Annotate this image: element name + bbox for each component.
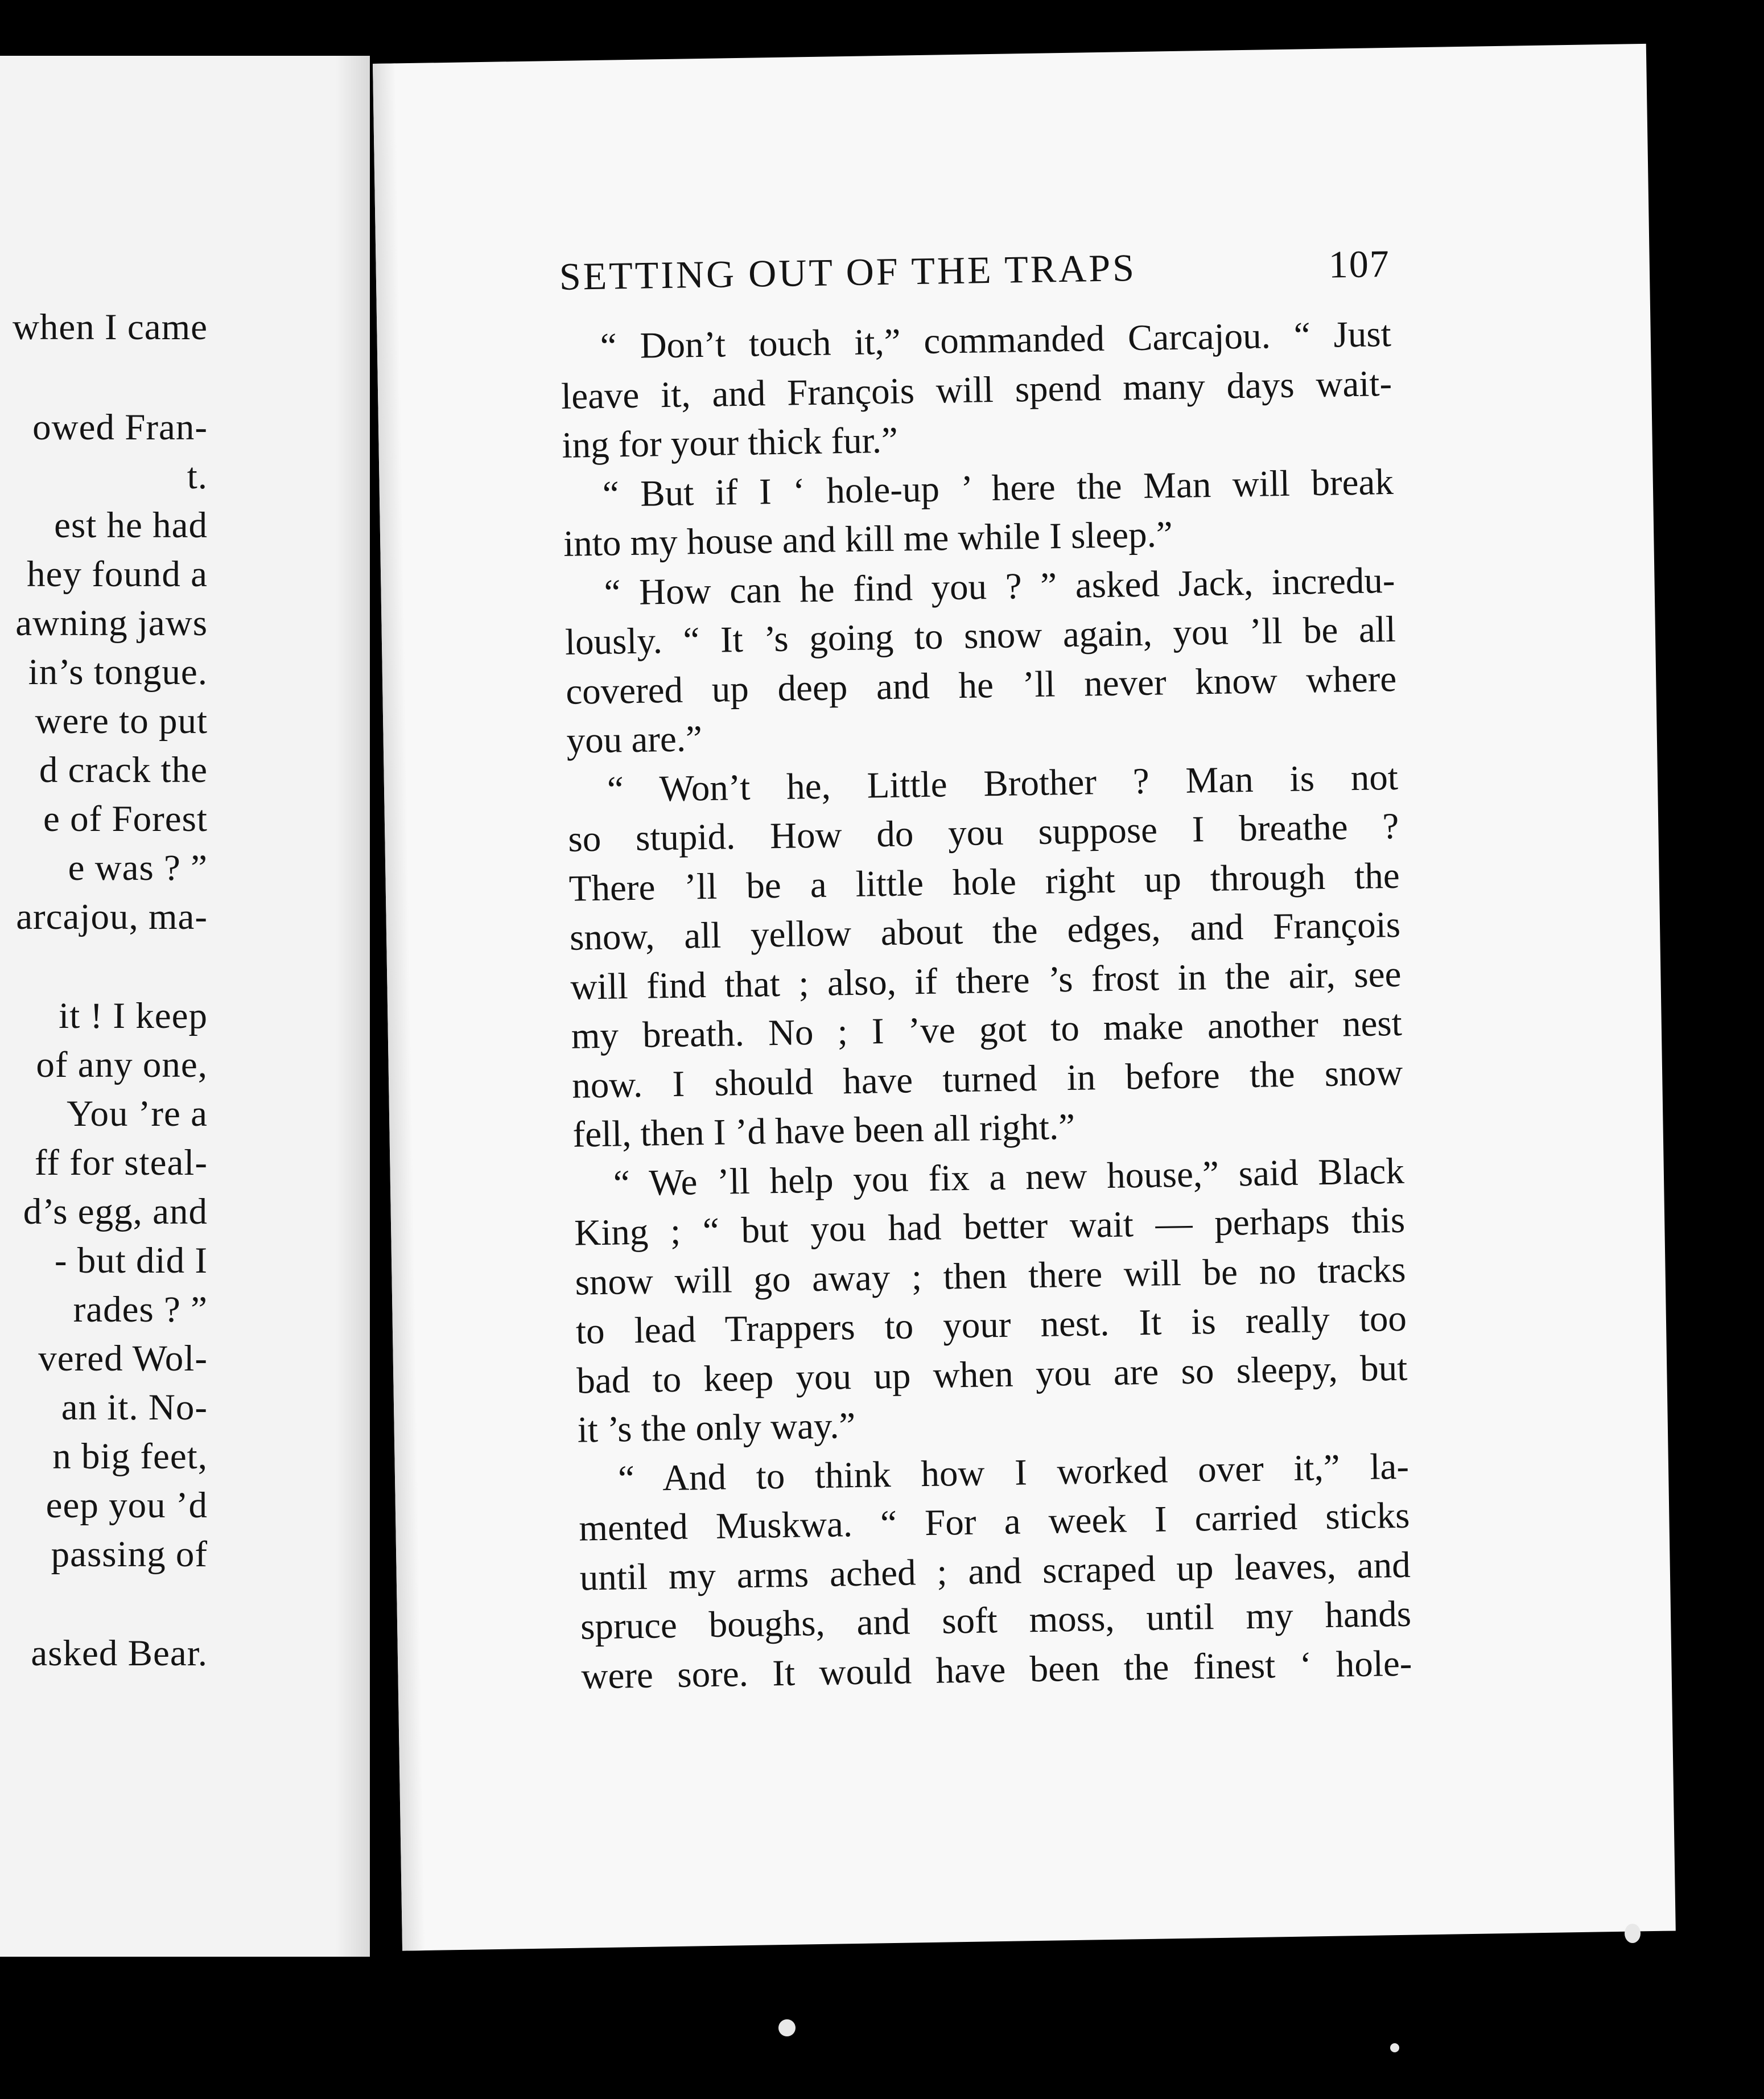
left-line: it ! I keep bbox=[59, 995, 208, 1036]
text-line: “ And to think how I worked over it,” la- bbox=[617, 1446, 1409, 1500]
text-line: so stupid. How do you suppose I breathe ? bbox=[567, 805, 1399, 860]
left-line: ff for steal- bbox=[34, 1142, 208, 1183]
right-page-gutter-shadow bbox=[373, 63, 425, 1950]
left-line: t. bbox=[187, 456, 208, 497]
text-line: leave it, and François will spend many days wait- bbox=[560, 363, 1392, 417]
left-line: were to put bbox=[35, 701, 208, 742]
text-line: “ We ’ll help you fix a new house,” said Black bbox=[613, 1150, 1405, 1204]
scan-speck bbox=[1390, 2043, 1399, 2052]
text-line: covered up deep and he ’ll never know where bbox=[565, 658, 1397, 713]
text-line: King ; “ but you had better wait — perhaps this bbox=[574, 1199, 1406, 1254]
left-line: vered Wol- bbox=[38, 1338, 208, 1379]
left-line: - but did I bbox=[54, 1240, 208, 1281]
text-line: “ But if I ‘ hole-up ’ here the Man will break bbox=[602, 461, 1394, 515]
text-line: snow will go away ; then there will be no tracks bbox=[575, 1249, 1407, 1303]
left-line: arcajou, ma- bbox=[16, 896, 208, 937]
left-line: n big feet, bbox=[52, 1436, 208, 1477]
text-line: to lead Trappers to your nest. It is really too bbox=[575, 1298, 1407, 1352]
left-line: You ’re a bbox=[67, 1093, 208, 1134]
text-line: snow, all yellow about the edges, and François bbox=[569, 904, 1401, 958]
left-line: when I came bbox=[12, 307, 208, 348]
text-line: until my arms ached ; and scraped up leaves, and bbox=[579, 1544, 1411, 1599]
left-line: est he had bbox=[54, 505, 208, 546]
left-line: rades ? ” bbox=[73, 1289, 208, 1330]
text-line: “ Won’t he, Little Brother ? Man is not bbox=[607, 756, 1399, 810]
text-line: fell, then I ’d have been all right.” bbox=[572, 1106, 1075, 1155]
left-line: in’s tongue. bbox=[28, 652, 208, 693]
text-line: “ Don’t touch it,” commanded Carcajou. “ Just bbox=[600, 313, 1392, 367]
left-line: e of Forest bbox=[43, 799, 208, 839]
left-line: eep you ’d bbox=[46, 1485, 208, 1526]
text-line: my breath. No ; I ’ve got to make another nest bbox=[571, 1002, 1403, 1057]
text-line: it ’s the only way.” bbox=[577, 1405, 856, 1451]
text-line: into my house and kill me while I sleep.” bbox=[563, 514, 1173, 565]
left-line: asked Bear. bbox=[31, 1633, 208, 1674]
text-line: will find that ; also, if there ’s frost in the air, see bbox=[570, 953, 1402, 1008]
text-line: bad to keep you up when you are so sleepy, but bbox=[576, 1347, 1408, 1402]
text-line: mented Muskwa. “ For a week I carried sticks bbox=[578, 1495, 1410, 1549]
text-line: “ How can he find you ? ” asked Jack, incredu- bbox=[604, 559, 1396, 614]
text-line: ing for your thick fur.” bbox=[562, 419, 899, 466]
left-line: e was ? ” bbox=[68, 847, 208, 888]
left-line: d’s egg, and bbox=[23, 1191, 208, 1232]
text-line: you are.” bbox=[566, 718, 703, 762]
left-page-gutter-shadow bbox=[336, 56, 370, 1957]
scan-speck bbox=[778, 2019, 796, 2036]
left-line: passing of bbox=[51, 1534, 208, 1575]
text-line: were sore. It would have been the finest ‘ hole- bbox=[580, 1643, 1412, 1697]
left-line: owed Fran- bbox=[32, 407, 208, 448]
text-line: lously. “ It ’s going to snow again, you ’ll be all bbox=[564, 608, 1396, 663]
left-line: of any one, bbox=[36, 1044, 208, 1085]
left-line: an it. No- bbox=[61, 1387, 208, 1428]
left-line: d crack the bbox=[39, 750, 208, 791]
body-text bbox=[560, 310, 1412, 1701]
text-line: There ’ll be a little hole right up through the bbox=[568, 855, 1400, 909]
left-page bbox=[0, 56, 370, 1957]
left-line: awning jaws bbox=[15, 603, 208, 644]
running-head bbox=[559, 241, 1390, 299]
right-page bbox=[373, 44, 1676, 1951]
left-line: hey found a bbox=[27, 554, 208, 595]
scan-speck bbox=[1625, 1924, 1641, 1943]
running-head-title: SETTING OUT OF THE TRAPS bbox=[559, 245, 1137, 298]
page-number: 107 bbox=[1328, 241, 1391, 286]
text-line: now. I should have turned in before the snow bbox=[571, 1052, 1403, 1106]
text-line: spruce boughs, and soft moss, until my hands bbox=[580, 1593, 1412, 1648]
